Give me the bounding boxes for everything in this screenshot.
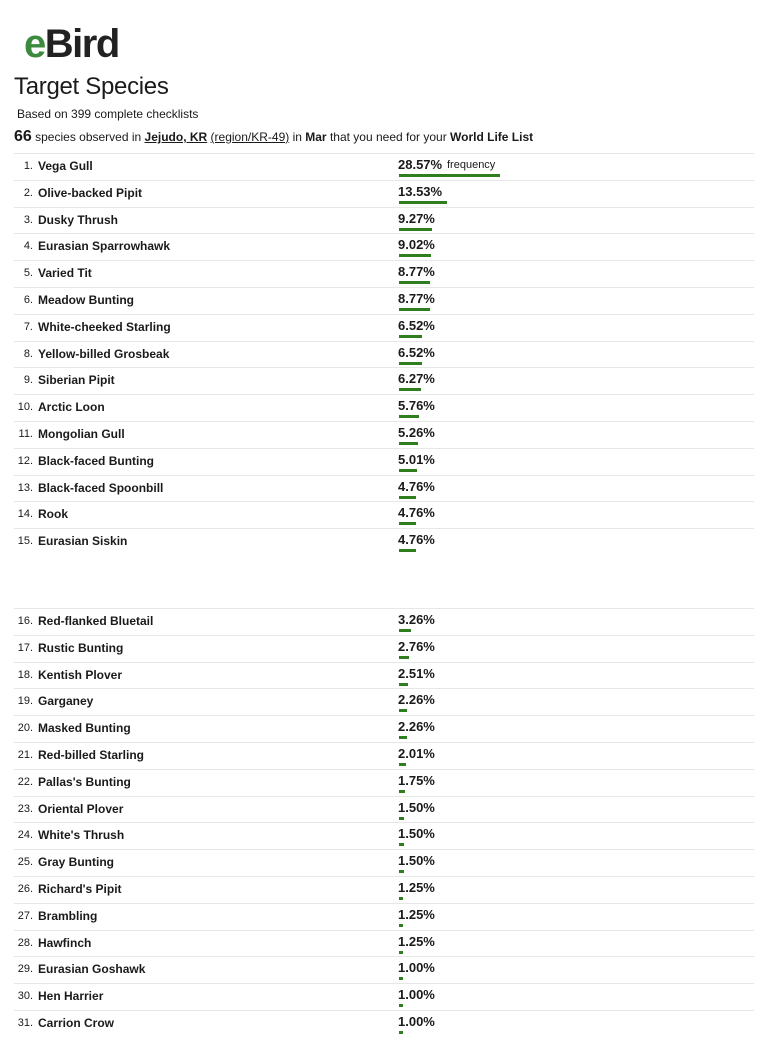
frequency-bar (399, 683, 408, 686)
species-rank: 17. (17, 641, 33, 654)
species-row[interactable] (14, 207, 754, 234)
species-name[interactable]: Eurasian Goshawk (38, 962, 146, 977)
species-name[interactable]: Black-faced Bunting (38, 453, 155, 468)
month-label: Mar (305, 130, 327, 144)
frequency-bar (399, 549, 416, 552)
species-frequency: 2.76% (398, 638, 435, 654)
frequency-bar (399, 977, 403, 980)
species-row[interactable] (14, 822, 754, 849)
species-frequency: 1.25% (398, 879, 435, 895)
species-name[interactable]: Red-billed Starling (38, 747, 145, 762)
species-rank: 16. (17, 615, 33, 627)
species-rank: 31. (17, 1016, 33, 1029)
species-rank: 3. (23, 213, 33, 226)
species-row[interactable] (14, 930, 754, 957)
logo-e: e (24, 22, 45, 66)
species-frequency: 1.50% (398, 853, 435, 869)
species-name[interactable]: White-cheeked Starling (38, 319, 171, 334)
species-name[interactable]: Kentish Plover (38, 667, 123, 682)
species-frequency: 5.76% (398, 398, 435, 414)
ebird-logo[interactable] (24, 18, 119, 70)
species-frequency: 3.26% (398, 612, 435, 627)
species-rank: 6. (23, 293, 33, 306)
species-row[interactable] (14, 903, 754, 930)
species-frequency: 2.51% (398, 665, 435, 681)
frequency-bar (399, 469, 417, 472)
summary-line (14, 127, 533, 147)
species-name[interactable]: Hawfinch (38, 935, 92, 950)
species-name[interactable]: Hen Harrier (38, 989, 104, 1004)
species-row[interactable] (14, 287, 754, 314)
species-name[interactable]: Dusky Thrush (38, 212, 119, 227)
frequency-bar (399, 736, 407, 739)
species-row[interactable] (14, 956, 754, 983)
species-row[interactable] (14, 314, 754, 341)
species-name[interactable]: Rook (38, 507, 68, 522)
species-row[interactable] (14, 876, 754, 903)
species-frequency: 8.77% (398, 264, 435, 280)
frequency-bar (399, 228, 432, 231)
species-name[interactable]: Rustic Bunting (38, 640, 124, 655)
species-row[interactable] (14, 662, 754, 689)
species-row[interactable] (14, 180, 754, 207)
species-name[interactable]: Red-flanked Bluetail (38, 614, 154, 628)
species-frequency: 1.75% (398, 772, 435, 788)
species-rank: 8. (23, 347, 33, 360)
frequency-bar (399, 897, 403, 900)
species-row[interactable] (14, 635, 754, 662)
species-frequency: 4.76% (398, 505, 435, 521)
species-name[interactable]: Gray Bunting (38, 855, 115, 870)
frequency-bar (399, 1004, 403, 1007)
species-row[interactable] (14, 421, 754, 448)
species-count: 66 (14, 128, 32, 145)
species-name[interactable]: Eurasian Siskin (38, 534, 128, 549)
species-rank: 20. (17, 722, 33, 735)
species-frequency: 5.26% (398, 424, 435, 440)
frequency-bar (399, 254, 431, 257)
frequency-bar (399, 709, 407, 712)
species-rank: 9. (23, 374, 33, 387)
species-frequency: 2.26% (398, 692, 435, 708)
species-rank: 30. (17, 990, 33, 1003)
frequency-bar (399, 442, 418, 445)
species-row[interactable] (14, 983, 754, 1010)
species-name[interactable]: Arctic Loon (38, 400, 105, 415)
species-row[interactable] (14, 528, 754, 555)
species-name[interactable]: Varied Tit (38, 266, 92, 281)
species-rank: 19. (17, 695, 33, 708)
region-link[interactable]: Jejudo, KR (144, 130, 208, 144)
frequency-bar (399, 362, 422, 365)
species-name[interactable]: White's Thrush (38, 828, 125, 843)
species-row[interactable] (14, 394, 754, 421)
species-row[interactable] (14, 796, 754, 823)
frequency-bar (399, 1031, 403, 1034)
species-name[interactable]: Yellow-billed Grosbeak (38, 346, 170, 361)
species-rank: 13. (17, 481, 33, 494)
species-row[interactable] (14, 233, 754, 260)
species-row[interactable] (14, 715, 754, 742)
species-frequency: 1.50% (398, 799, 435, 815)
species-list-first (14, 153, 754, 555)
frequency-bar (399, 308, 430, 311)
species-name[interactable]: Carrion Crow (38, 1015, 115, 1030)
species-rank: 29. (17, 963, 33, 976)
frequency-label: frequency (447, 159, 496, 171)
page-title: Target Species (14, 73, 169, 100)
species-row[interactable] (14, 742, 754, 769)
species-row[interactable] (14, 341, 754, 368)
species-rank: 27. (17, 909, 33, 922)
species-rank: 14. (17, 508, 33, 521)
frequency-bar (399, 790, 405, 793)
species-rank: 24. (17, 829, 33, 842)
frequency-bar (399, 870, 404, 873)
region-code-link[interactable]: (region/KR-49) (210, 130, 290, 144)
species-frequency: 9.27% (398, 210, 435, 226)
species-frequency: 1.25% (398, 906, 435, 922)
species-name[interactable]: Pallas's Bunting (38, 774, 131, 789)
frequency-bar (399, 924, 403, 927)
species-name[interactable]: Eurasian Sparrowhawk (38, 239, 171, 254)
species-row[interactable] (14, 260, 754, 287)
species-frequency: 4.76% (398, 478, 435, 494)
species-frequency: 9.02% (398, 237, 435, 253)
species-frequency: 5.01% (398, 451, 435, 467)
species-row[interactable] (14, 367, 754, 394)
species-name[interactable]: Brambling (38, 908, 98, 923)
species-name[interactable]: Siberian Pipit (38, 373, 115, 388)
species-rank: 23. (17, 802, 33, 815)
species-row[interactable] (14, 849, 754, 876)
species-rank: 18. (17, 668, 33, 681)
species-row[interactable] (14, 608, 754, 635)
species-rank: 22. (17, 775, 33, 788)
species-frequency: 8.77% (398, 290, 435, 306)
species-frequency: 1.00% (398, 1013, 435, 1029)
species-frequency: 28.57% (398, 157, 443, 172)
species-frequency: 1.00% (398, 987, 435, 1003)
species-row[interactable] (14, 1010, 754, 1037)
frequency-bar (399, 174, 500, 177)
species-rank: 25. (17, 856, 33, 869)
species-frequency: 2.26% (398, 719, 435, 735)
species-row[interactable] (14, 501, 754, 528)
species-row[interactable] (14, 475, 754, 502)
species-frequency: 1.25% (398, 933, 435, 949)
species-rank: 21. (17, 748, 33, 761)
species-row[interactable] (14, 769, 754, 796)
species-rank: 1. (23, 160, 33, 172)
species-name[interactable]: Olive-backed Pipit (38, 185, 143, 200)
species-row[interactable] (14, 688, 754, 715)
species-rank: 28. (17, 936, 33, 949)
frequency-bar (399, 656, 409, 659)
species-name[interactable]: Richard's Pipit (38, 881, 122, 896)
frequency-bar (399, 817, 404, 820)
species-rank: 7. (23, 320, 33, 333)
species-rank: 10. (17, 401, 33, 414)
species-name[interactable]: Meadow Bunting (38, 292, 134, 307)
summary-text-4: that you need for your (326, 130, 451, 144)
species-frequency: 1.50% (398, 826, 435, 842)
frequency-bar (399, 629, 411, 632)
frequency-bar (399, 281, 430, 284)
frequency-bar (399, 335, 422, 338)
species-rank: 12. (17, 454, 33, 467)
species-frequency: 2.01% (398, 745, 435, 761)
species-rank: 5. (23, 267, 33, 280)
frequency-bar (399, 201, 447, 204)
frequency-bar (399, 951, 403, 954)
species-frequency: 4.76% (398, 532, 435, 548)
logo-bird: Bird (44, 22, 119, 66)
species-name[interactable]: Mongolian Gull (38, 426, 125, 441)
species-row[interactable] (14, 448, 754, 475)
checklist-count-text: Based on 399 complete checklists (17, 107, 199, 121)
species-rank: 11. (18, 427, 33, 440)
species-list-second (14, 608, 754, 1037)
species-rank: 26. (17, 882, 33, 895)
species-name[interactable]: Oriental Plover (38, 801, 124, 816)
summary-text-3: in (289, 130, 306, 144)
species-frequency: 6.27% (398, 371, 435, 387)
species-frequency: 6.52% (398, 344, 435, 360)
frequency-bar (399, 522, 416, 525)
frequency-bar (399, 415, 419, 418)
species-rank: 2. (23, 186, 33, 199)
species-row[interactable] (14, 153, 754, 180)
summary-text-1: species observed in (31, 130, 145, 144)
species-frequency: 1.00% (398, 960, 435, 976)
species-frequency: 6.52% (398, 317, 435, 333)
species-name[interactable]: Masked Bunting (38, 721, 131, 736)
frequency-bar (399, 763, 406, 766)
species-frequency: 13.53% (398, 183, 443, 199)
species-rank: 4. (23, 240, 33, 253)
species-name[interactable]: Black-faced Spoonbill (38, 480, 164, 495)
species-name[interactable]: Garganey (38, 694, 94, 709)
life-list-label: World Life List (450, 130, 534, 144)
frequency-bar (399, 388, 421, 391)
species-rank: 15. (17, 535, 33, 548)
species-name[interactable]: Vega Gull (38, 159, 93, 173)
frequency-bar (399, 496, 416, 499)
frequency-bar (399, 843, 404, 846)
